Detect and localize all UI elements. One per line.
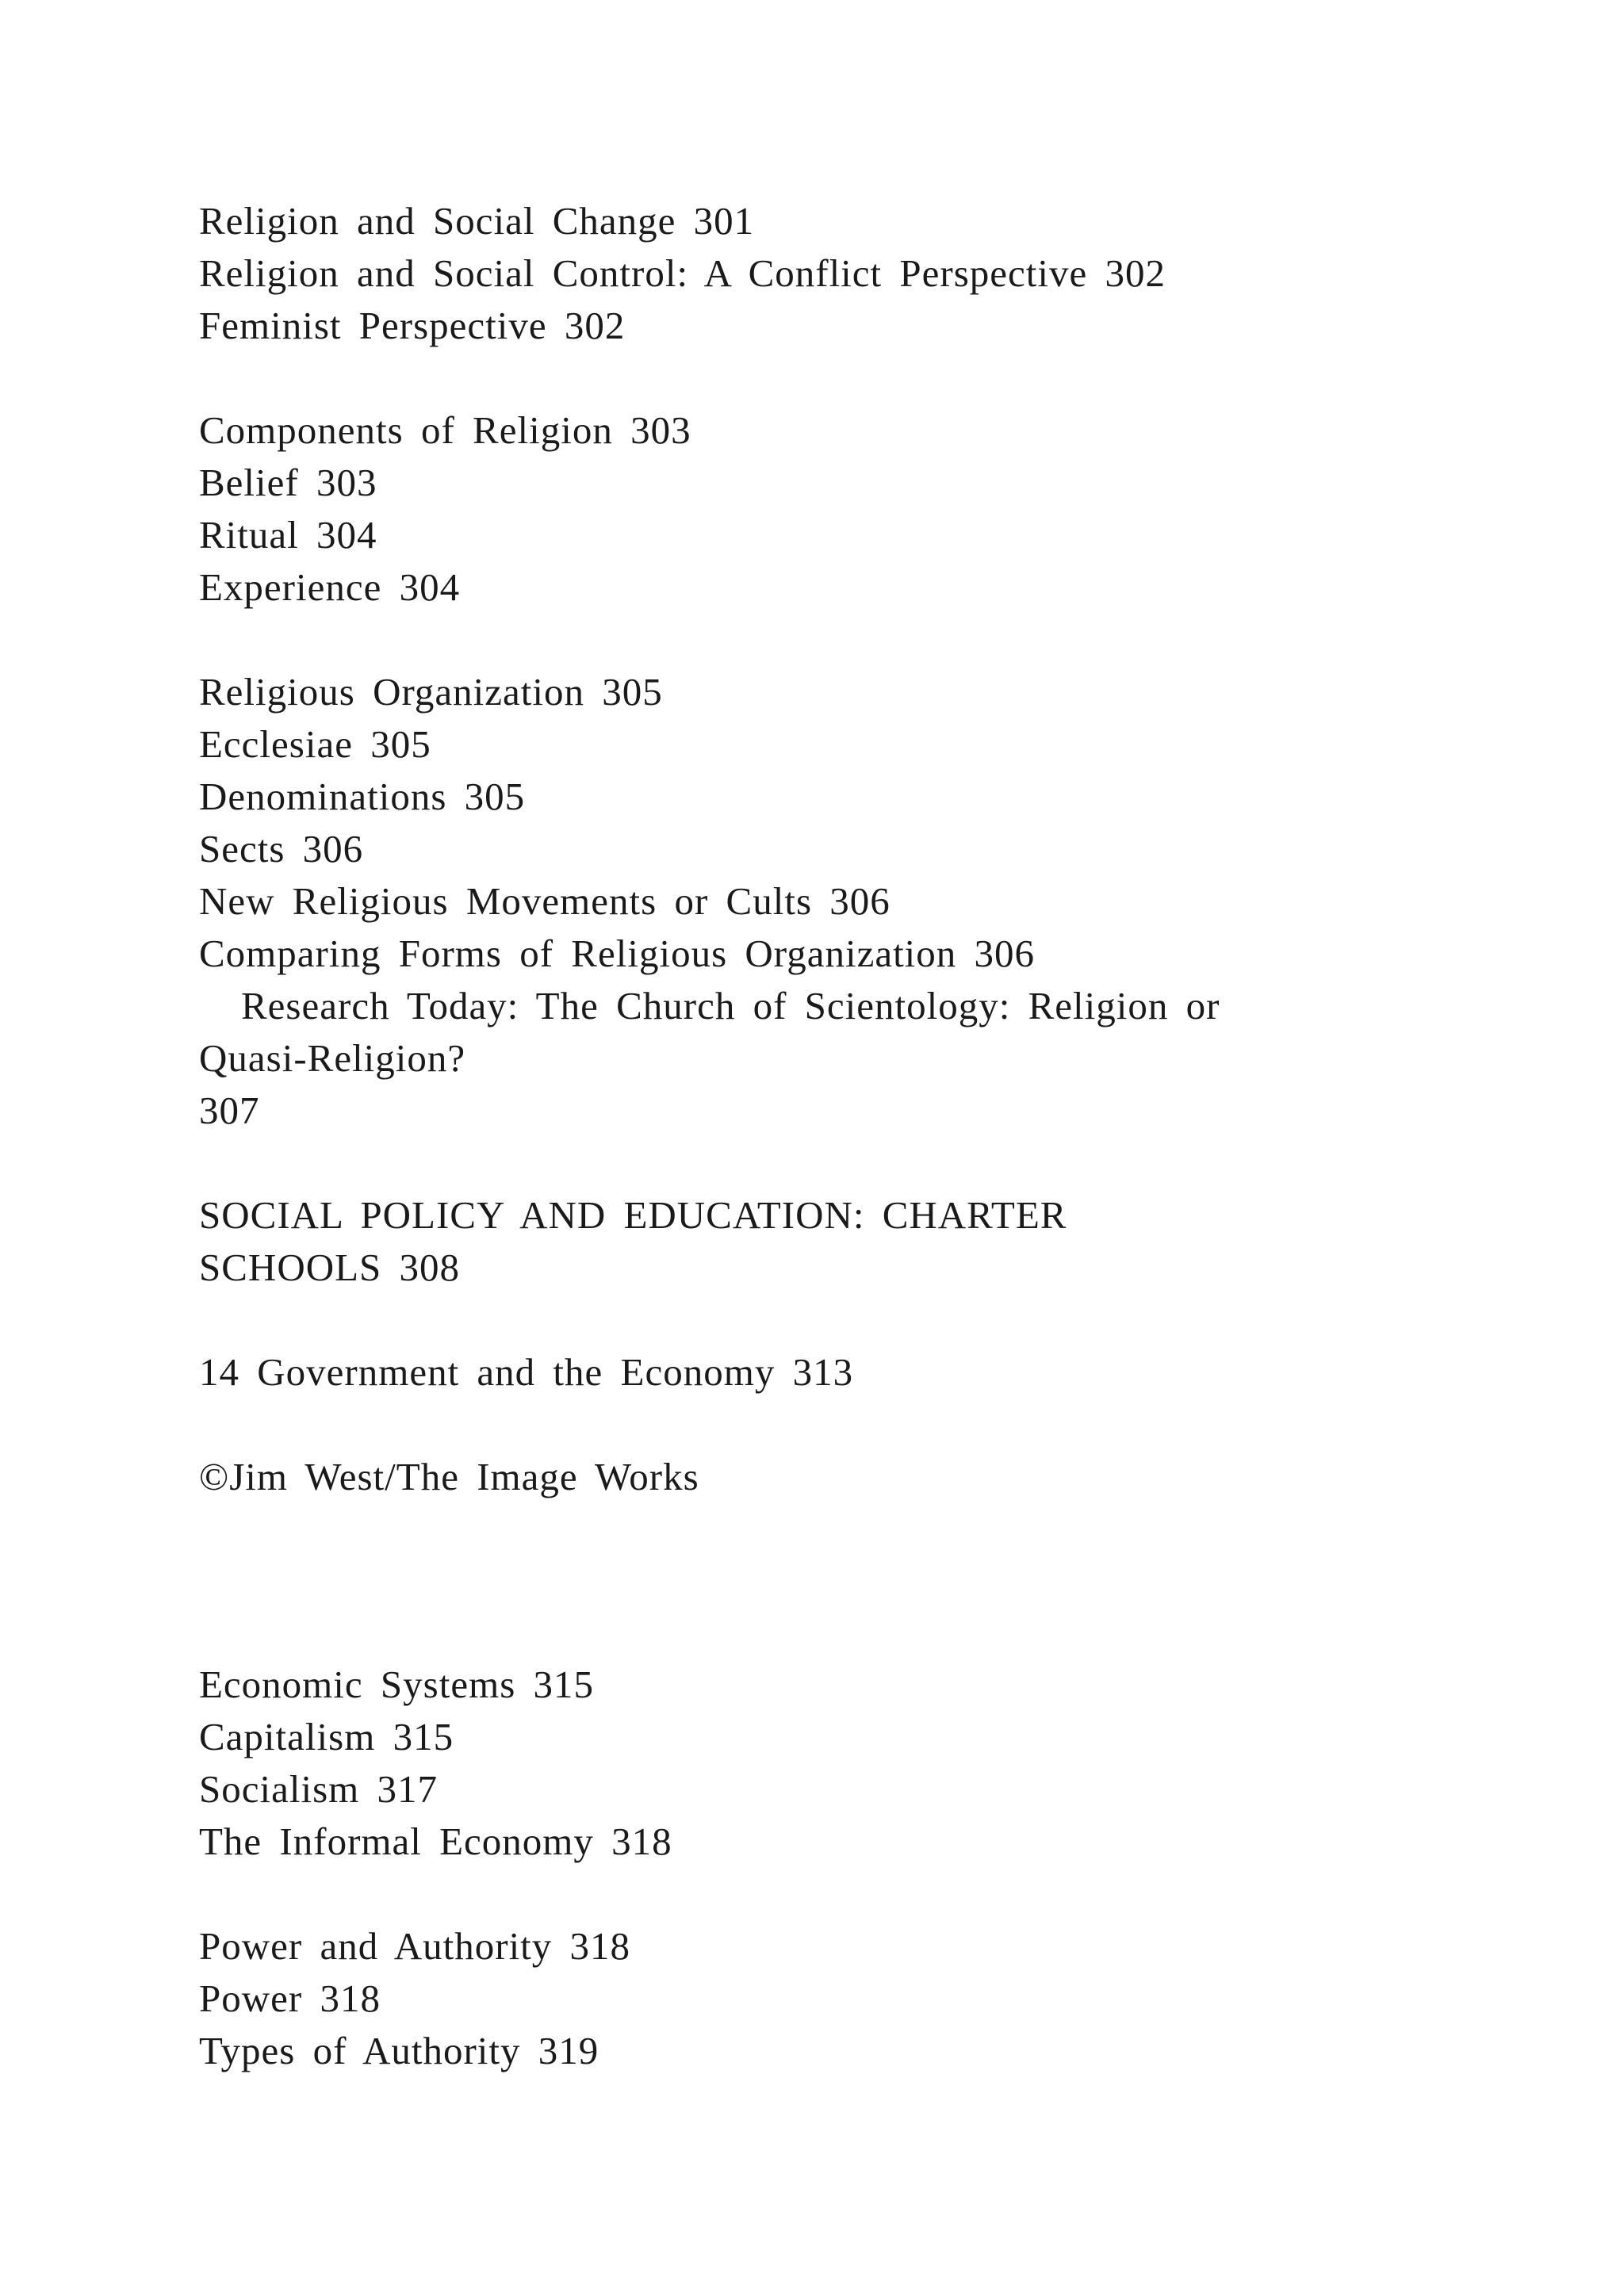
toc-section-heading: Religious Organization 305 (199, 670, 663, 714)
toc-entry: Ecclesiae 305 (199, 722, 431, 766)
toc-social-policy-entry: SOCIAL POLICY AND EDUCATION: CHARTER (199, 1193, 1067, 1237)
toc-entry: Sects 306 (199, 827, 364, 871)
toc-entry: Capitalism 315 (199, 1715, 454, 1758)
toc-entry: Religion and Social Change 301 (199, 199, 755, 243)
toc-feature-entry-continued: Quasi-Religion? (199, 1036, 466, 1080)
toc-section-heading: Economic Systems 315 (199, 1663, 595, 1706)
toc-entry: Socialism 317 (199, 1767, 439, 1811)
toc-social-policy-entry-continued: SCHOOLS 308 (199, 1246, 461, 1289)
toc-feature-entry: Research Today: The Church of Scientology: Religion or (241, 984, 1220, 1027)
photo-credit: ©Jim West/The Image Works (199, 1455, 699, 1498)
toc-entry: Belief 303 (199, 461, 377, 504)
toc-entry: Ritual 304 (199, 513, 377, 557)
toc-entry: Power 318 (199, 1976, 381, 2020)
toc-section-heading: Components of Religion 303 (199, 408, 691, 452)
toc-entry: Denominations 305 (199, 775, 526, 818)
toc-entry: The Informal Economy 318 (199, 1820, 672, 1863)
toc-entry: Religion and Social Control: A Conflict Perspective 302 (199, 251, 1166, 295)
toc-chapter-title: 14 Government and the Economy 313 (199, 1350, 854, 1394)
toc-entry: Experience 304 (199, 565, 461, 609)
toc-entry: New Religious Movements or Cults 306 (199, 879, 891, 923)
toc-section-heading: Power and Authority 318 (199, 1924, 631, 1968)
toc-entry: Comparing Forms of Religious Organization 306 (199, 932, 1036, 975)
toc-entry: Types of Authority 319 (199, 2029, 599, 2072)
toc-entry: Feminist Perspective 302 (199, 304, 626, 347)
toc-page-number: 307 (199, 1089, 260, 1132)
